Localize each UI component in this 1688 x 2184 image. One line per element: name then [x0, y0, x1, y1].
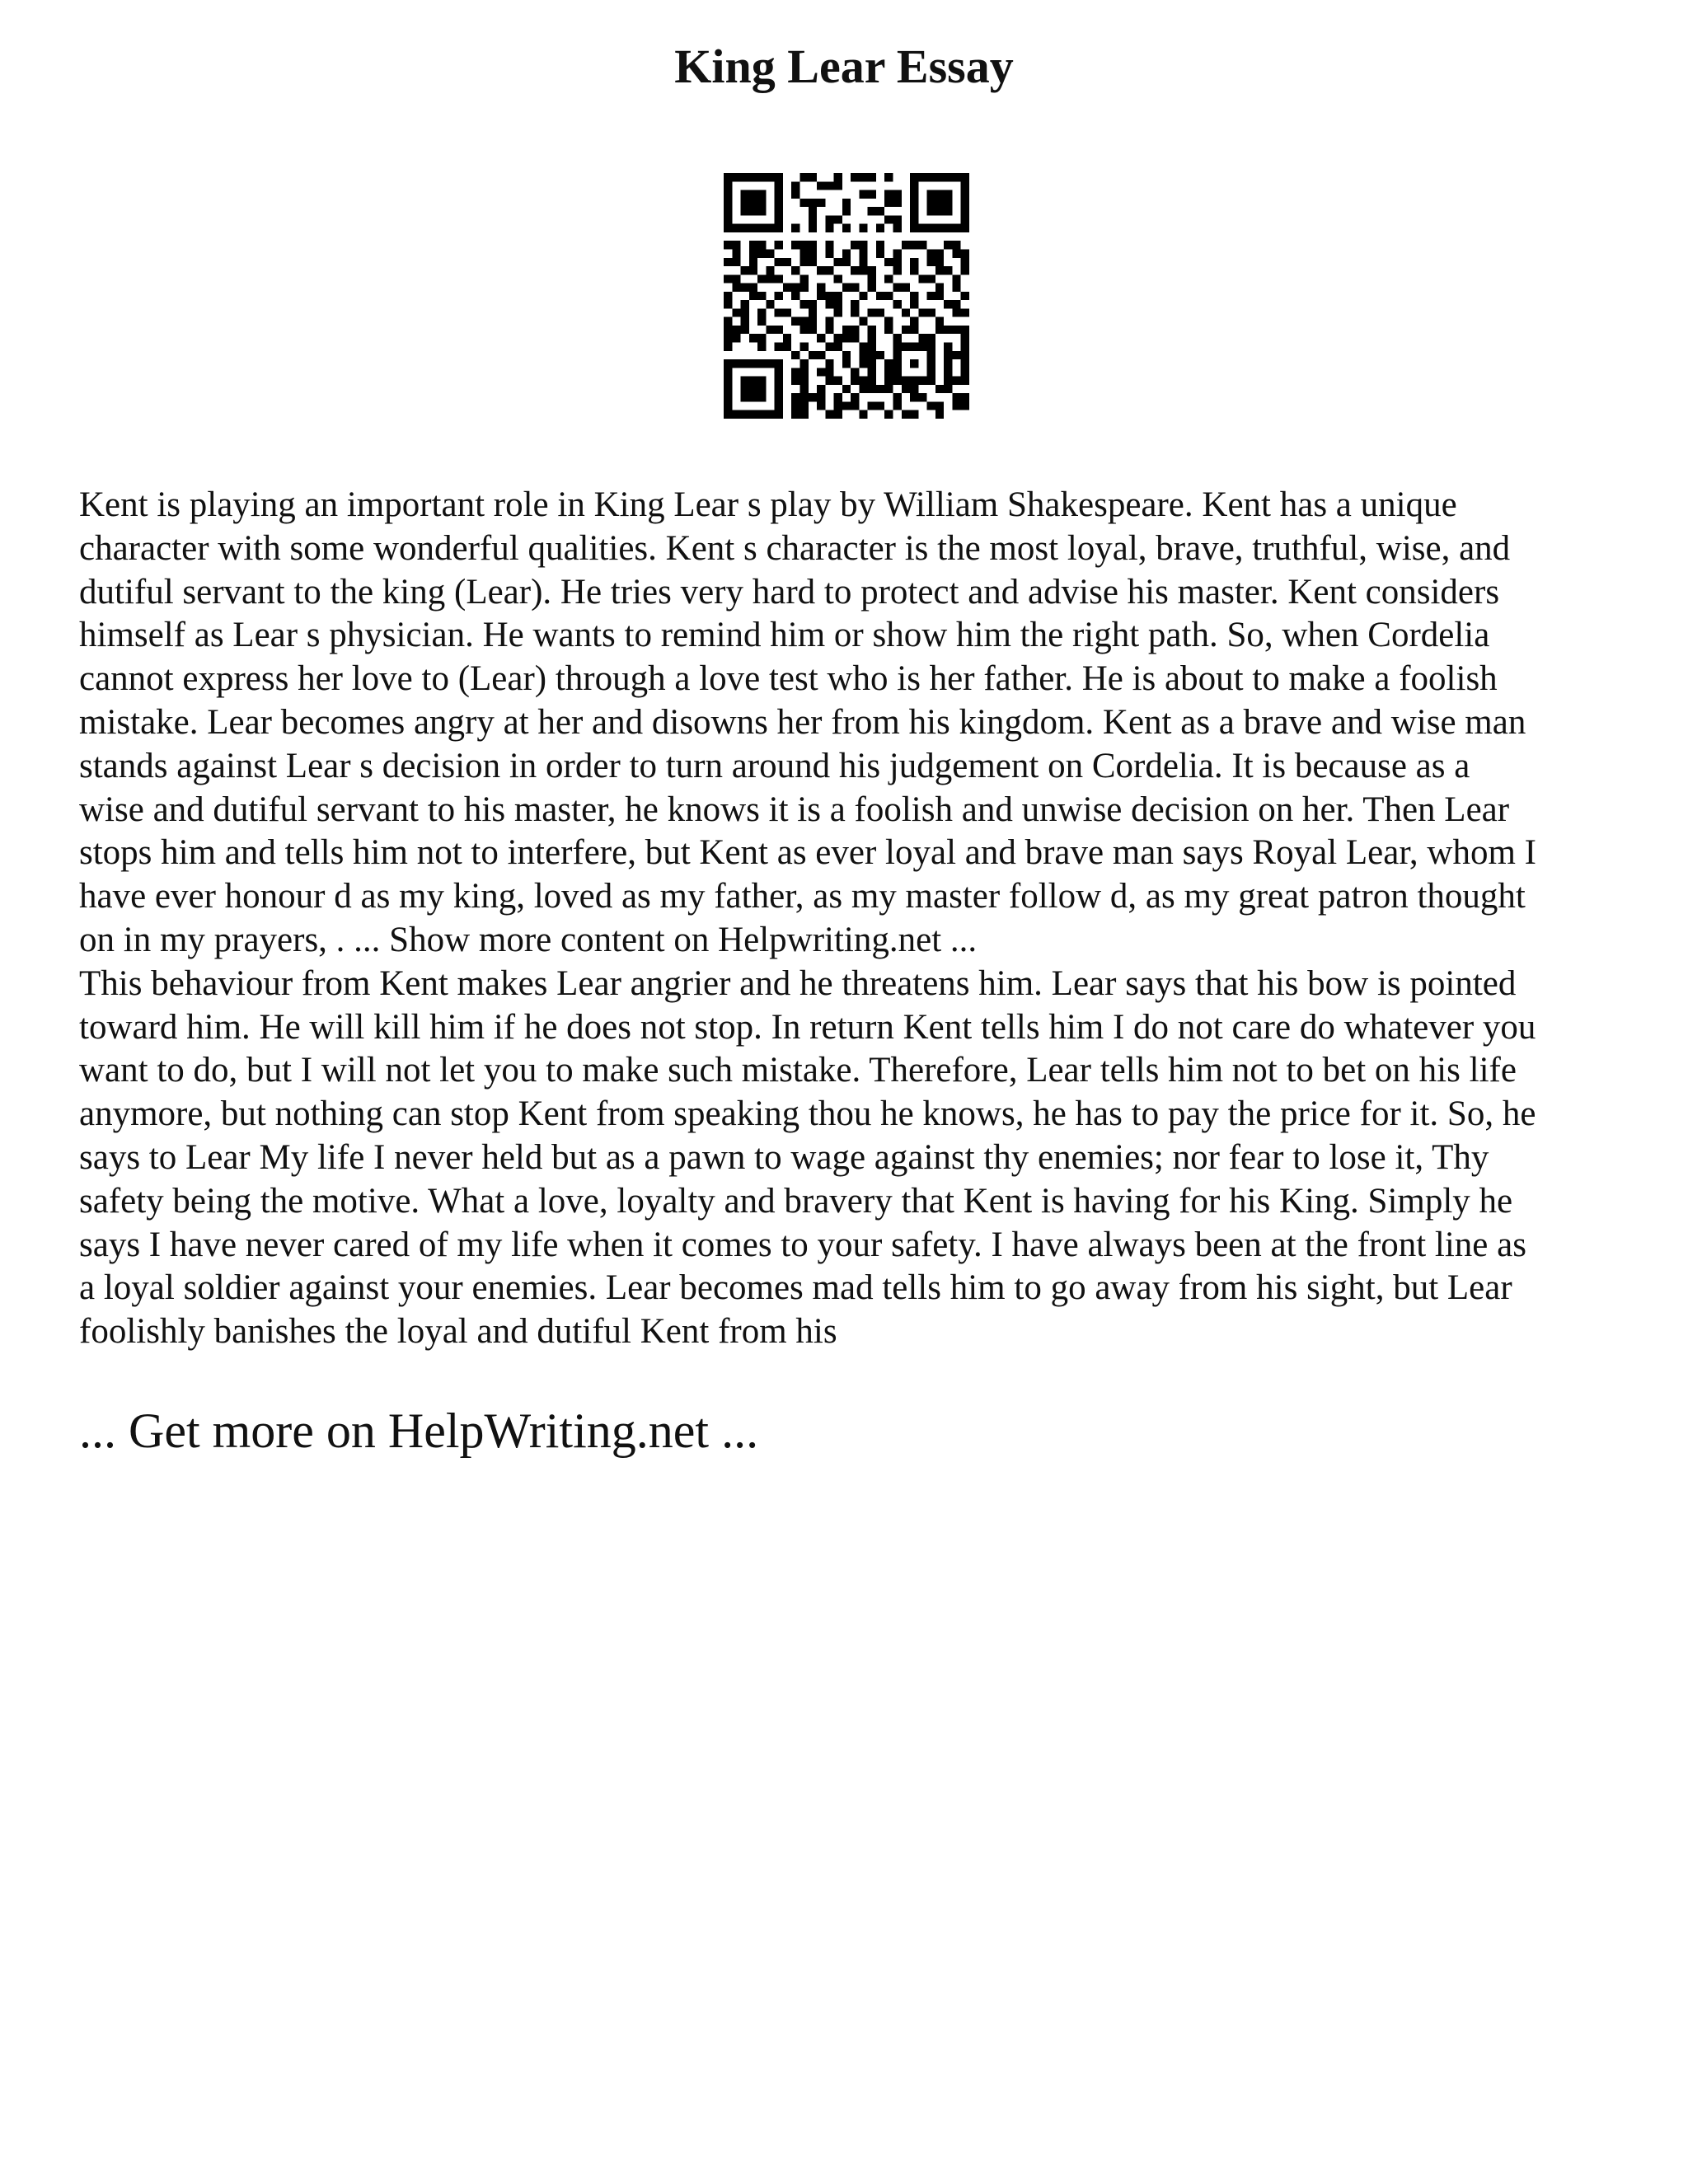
qr-code-icon [724, 173, 969, 419]
essay-paragraph: Kent is playing an important role in King Lear s play by William Shakespeare. Kent has a unique character with some wonderful qualities. Kent s character is the most loyal, brave, truthful, wise, and dutiful servant to the king (Lear). He tries very hard to protect and advise his master. Kent considers himself as Lear s physician. He wants to remind him or show him the right path. So, when Cordelia cannot express her love to (Lear) through a love test who is her father. He is about to make a foolish mistake. Lear becomes angry at her and disowns her from his kingdom. Kent as a brave and wise man stands against Lear s decision in order to turn around his judgement on Cordelia. It is because as a wise and dutiful servant to his master, he knows it is a foolish and unwise decision on her. Then Lear stops him and tells him not to interfere, but Kent as ever loyal and brave man says Royal Lear, whom I have ever honour d as my king, loved as my father, as my master follow d, as my great patron thought on in my prayers, . ... Show more content on Helpwriting.net ... [79, 485, 1536, 959]
essay-body [79, 484, 1629, 1354]
page-title: King Lear Essay [674, 40, 1014, 93]
essay-paragraph: This behaviour from Kent makes Lear angrier and he threatens him. Lear says that his bow is pointed toward him. He will kill him if he does not stop. In return Kent tells him I do not care do whatever you want to do, but I will not let you to make such mistake. Therefore, Lear tells him not to bet on his life anymore, but nothing can stop Kent from speaking thou he knows, he has to pay the price for it. So, he says to Lear My life I never held but as a pawn to wage against thy enemies; nor fear to lose it, Thy safety being the motive. What a love, loyalty and bravery that Kent is having for his King. Simply he says I have never cared of my life when it comes to your safety. I have always been at the front line as a loyal soldier against your enemies. Lear becomes mad tells him to go away from his sight, but Lear foolishly banishes the loyal and dutiful Kent from his [79, 963, 1536, 1352]
get-more-link[interactable]: ... Get more on HelpWriting.net ... [79, 1404, 759, 1458]
